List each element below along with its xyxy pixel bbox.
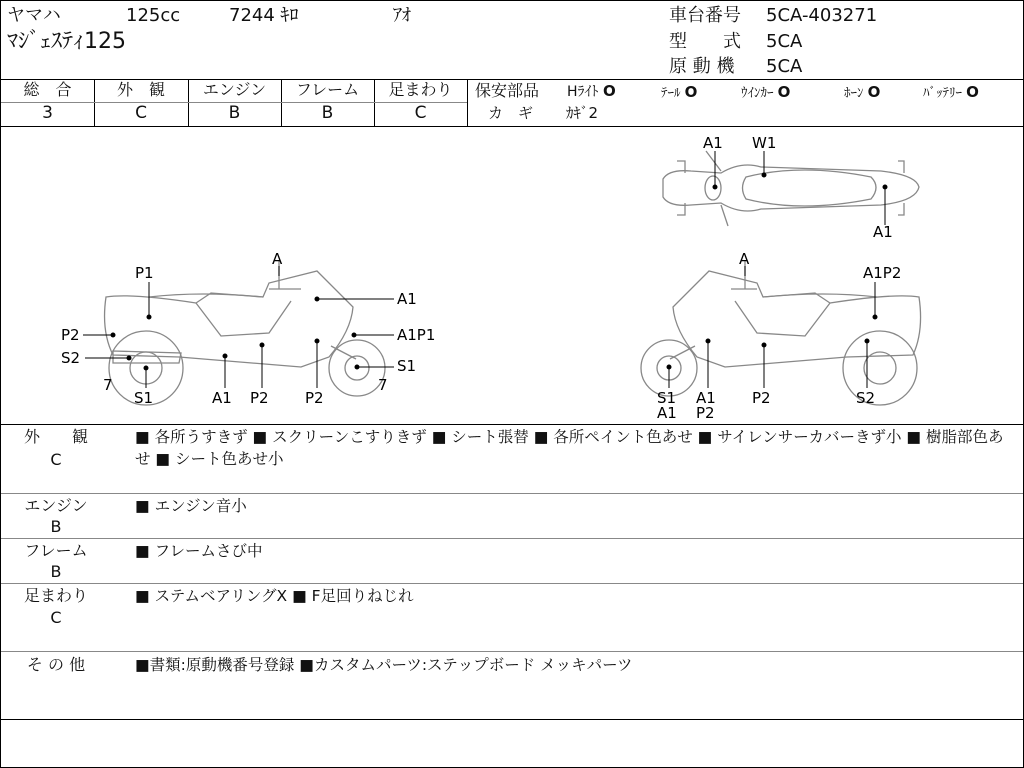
damage-markers (83, 151, 887, 388)
marker-left-7a: 7 (103, 376, 113, 394)
type-label: 型 式 (669, 31, 741, 52)
engine-model-label: 原 動 機 (669, 56, 735, 77)
marker-left-s1: S1 (397, 357, 417, 375)
grade-frame-label: フレーム (295, 80, 360, 99)
marker-left-bottom-p2b: P2 (305, 389, 324, 407)
remark-suspension-grade: C (50, 608, 62, 627)
marker-top-w1: W1 (752, 134, 777, 152)
remark-frame-text: ■ フレームさび中 (135, 542, 263, 560)
marker-right-bottom-a1b: A1 (657, 404, 677, 422)
chassis-label: 車台番号 (669, 5, 741, 26)
remark-engine-text: ■ エンジン音小 (135, 497, 247, 515)
remark-engine-grade: B (50, 517, 62, 536)
marker-top-a1: A1 (703, 134, 723, 152)
grade-exterior-label: 外 観 (116, 80, 165, 99)
remark-frame-label: フレーム (24, 541, 88, 560)
marker-right-bottom-p2a: P2 (696, 404, 715, 422)
engine-model-value: 5CA (766, 56, 803, 77)
marker-right-a: A (739, 250, 750, 268)
body-color: ｱｵ (393, 5, 411, 26)
marker-left-a1: A1 (397, 290, 417, 308)
divider (1, 424, 1023, 425)
marker-left-bottom-s1: S1 (134, 389, 154, 407)
grade-engine-label: エンジン (202, 80, 267, 99)
grade-suspension-label: 足まわり (388, 80, 453, 99)
scooter-right-view-icon (641, 261, 921, 405)
marker-left-7b: 7 (378, 376, 388, 394)
grade-frame-value: B (321, 103, 334, 123)
remark-other-label: そ の 他 (26, 655, 86, 674)
divider (467, 79, 468, 126)
safety-item-horn: ﾎｰﾝ O (844, 83, 881, 101)
grade-overall-label: 総 合 (23, 80, 72, 99)
type-value: 5CA (766, 31, 803, 52)
divider (1, 583, 1023, 584)
chassis-value: 5CA-403271 (766, 5, 878, 26)
safety-item-tail: ﾃｰﾙ O (661, 83, 698, 101)
model-name: ﾏｼﾞｪｽﾃｨ125 (7, 29, 126, 54)
marker-left-bottom-p2a: P2 (250, 389, 269, 407)
safety-parts-label: 保安部品 (475, 81, 540, 100)
mileage: 7244 ｷﾛ (229, 5, 299, 26)
marker-right-bottom-s1: S1 (657, 389, 677, 407)
marker-top-a1-rear: A1 (873, 223, 893, 241)
displacement: 125cc (126, 5, 181, 26)
scooter-left-view-icon (105, 261, 385, 405)
key-value: ｶｷﾞ2 (566, 104, 599, 122)
damage-diagram (1, 127, 1023, 423)
remark-frame-grade: B (50, 562, 62, 581)
safety-item-winker: ｳｲﾝｶｰ O (741, 83, 791, 101)
grade-exterior-value: C (135, 103, 147, 123)
marker-left-p2: P2 (61, 326, 80, 344)
grade-suspension-value: C (414, 103, 427, 123)
marker-left-bottom-a1: A1 (212, 389, 232, 407)
divider (1, 719, 1023, 720)
scooter-top-view-icon (663, 151, 919, 226)
marker-right-bottom-s2: S2 (856, 389, 876, 407)
marker-right-a1p2: A1P2 (863, 264, 902, 282)
marker-left-s2: S2 (61, 349, 81, 367)
remark-exterior-text: ■ 各所うすきず ■ スクリーンこすりきず ■ シート張替 ■ 各所ペイント色あせ ■ サイレンサーカバーきず小 ■ 樹脂部色あせ ■ シート色あせ小 (135, 428, 1004, 468)
remark-other-text: ■書類:原動機番号登録 ■カスタムパーツ:ステップボード メッキパーツ (135, 656, 633, 674)
marker-right-bottom-p2b: P2 (752, 389, 771, 407)
marker-left-a1p1: A1P1 (397, 326, 436, 344)
remark-engine-label: エンジン (24, 496, 88, 515)
marker-left-p1: P1 (135, 264, 154, 282)
grade-engine-value: B (228, 103, 241, 123)
divider (1, 538, 1023, 539)
grade-overall-value: 3 (42, 103, 53, 123)
remark-suspension-text: ■ ステムベアリングX ■ F足回りねじれ (135, 587, 414, 605)
maker: ヤマハ (7, 5, 61, 26)
divider (1, 651, 1023, 652)
key-label: カ ギ (488, 104, 534, 122)
divider (1, 493, 1023, 494)
remark-exterior-grade: C (50, 450, 62, 469)
remark-suspension-label: 足まわり (23, 586, 88, 605)
remark-exterior-label: 外 観 (23, 427, 88, 446)
marker-right-bottom-a1: A1 (696, 389, 716, 407)
safety-item-battery: ﾊﾞｯﾃﾘｰ O (923, 83, 979, 101)
safety-item-headlight: Hﾗｲﾄ O (567, 82, 616, 100)
marker-left-a: A (272, 250, 283, 268)
